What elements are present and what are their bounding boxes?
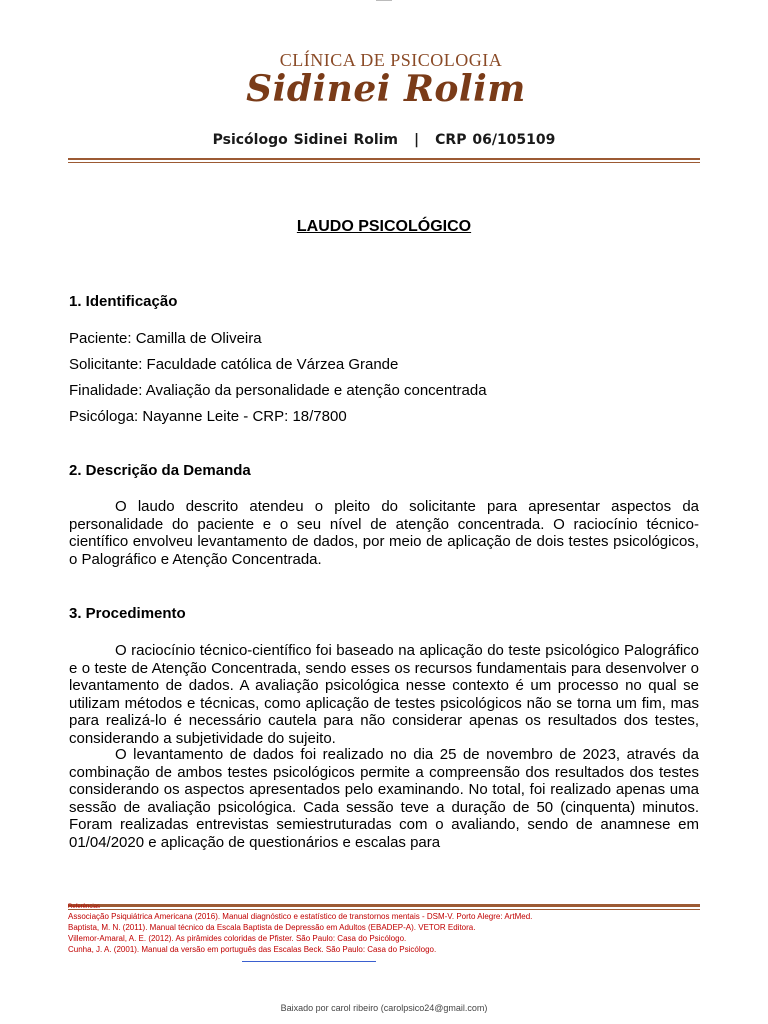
field-patient: Paciente: Camilla de Oliveira	[69, 330, 262, 347]
section-heading-procedure: 3. Procedimento	[69, 605, 186, 622]
crp-number: CRP 06/105109	[435, 132, 556, 148]
field-psychologist: Psicóloga: Nayanne Leite - CRP: 18/7800	[69, 408, 347, 425]
download-note: Baixado por carol ribeiro (carolpsico24@gmail.com)	[280, 1003, 488, 1013]
section-heading-identification: 1. Identificação	[69, 293, 178, 310]
header-separator: |	[414, 132, 420, 148]
header-divider	[68, 158, 700, 160]
page-top-mark	[376, 0, 392, 1]
paragraph-demand: O laudo descrito atendeu o pleito do solicitante para apresentar aspectos da personalidade do paciente e o seu nível de atenção concentrada. O raciocínio técnico-científico envolveu levantamento de dados, por meio de aplicação de dois testes psicológicos, o Palográfico e Atenção Concentrada.	[69, 498, 699, 568]
references-heading: Referências	[68, 904, 101, 910]
reference-item: Baptista, M. N. (2011). Manual técnico da Escala Baptista de Depressão em Adultos (EBADEP-A). VETOR Editora.	[68, 923, 476, 932]
footer-divider	[68, 904, 700, 907]
reference-item: Cunha, J. A. (2001). Manual da versão em português das Escalas Beck. São Paulo: Casa do Psicólogo.	[68, 945, 437, 954]
paragraph-procedure-1: O raciocínio técnico-científico foi baseado na aplicação do teste psicológico Palográfico e o teste de Atenção Concentrada, sendo esses os recursos fundamentais para desenvolver o levantamento de dados. A avaliação psicológica nesse contexto é um processo no qual se utilizam métodos e técnicas, como aplicação de testes psicológicos não se torna um fim, mas para realizá-lo é necessário cautela para não considerar apenas os resultados dos testes, considerando a subjetividade do sujeito.	[69, 642, 699, 747]
header-divider-thin	[68, 162, 700, 163]
psychologist-name: Psicólogo Sidinei Rolim	[212, 132, 399, 148]
reference-underline	[242, 961, 376, 962]
reference-item: Villemor-Amaral, A. E. (2012). As pirâmides coloridas de Pfister. São Paulo: Casa do Psicólogo.	[68, 934, 407, 943]
field-requester: Solicitante: Faculdade católica de Várzea Grande	[69, 356, 399, 373]
clinic-line: CLÍNICA DE PSICOLOGIA	[279, 50, 503, 70]
psychologist-line	[0, 132, 768, 148]
document-title: LAUDO PSICOLÓGICO	[296, 218, 472, 235]
section-heading-demand: 2. Descrição da Demanda	[69, 462, 251, 479]
paragraph-procedure-2: O levantamento de dados foi realizado no dia 25 de novembro de 2023, através da combinação de ambos testes psicológicos permite a compreensão dos resultados dos testes considerando os aspectos apresentados pelo examinando. No total, foi realizado apenas uma sessão de avaliação psicológica. Cada sessão teve a duração de 50 (cinquenta) minutos. Foram realizadas entrevistas semiestruturadas com o avaliando, sendo de anamnese em 01/04/2020 e aplicação de questionários e escalas para	[69, 746, 699, 851]
footer-divider-thin	[68, 909, 700, 910]
field-purpose: Finalidade: Avaliação da personalidade e atenção concentrada	[69, 382, 487, 399]
clinic-name-logo: Sidinei Rolim	[246, 68, 526, 110]
reference-item: Associação Psiquiátrica Americana (2016). Manual diagnóstico e estatístico de transtornos mentais - DSM-V. Porto Alegre: ArtMed.	[68, 912, 533, 921]
